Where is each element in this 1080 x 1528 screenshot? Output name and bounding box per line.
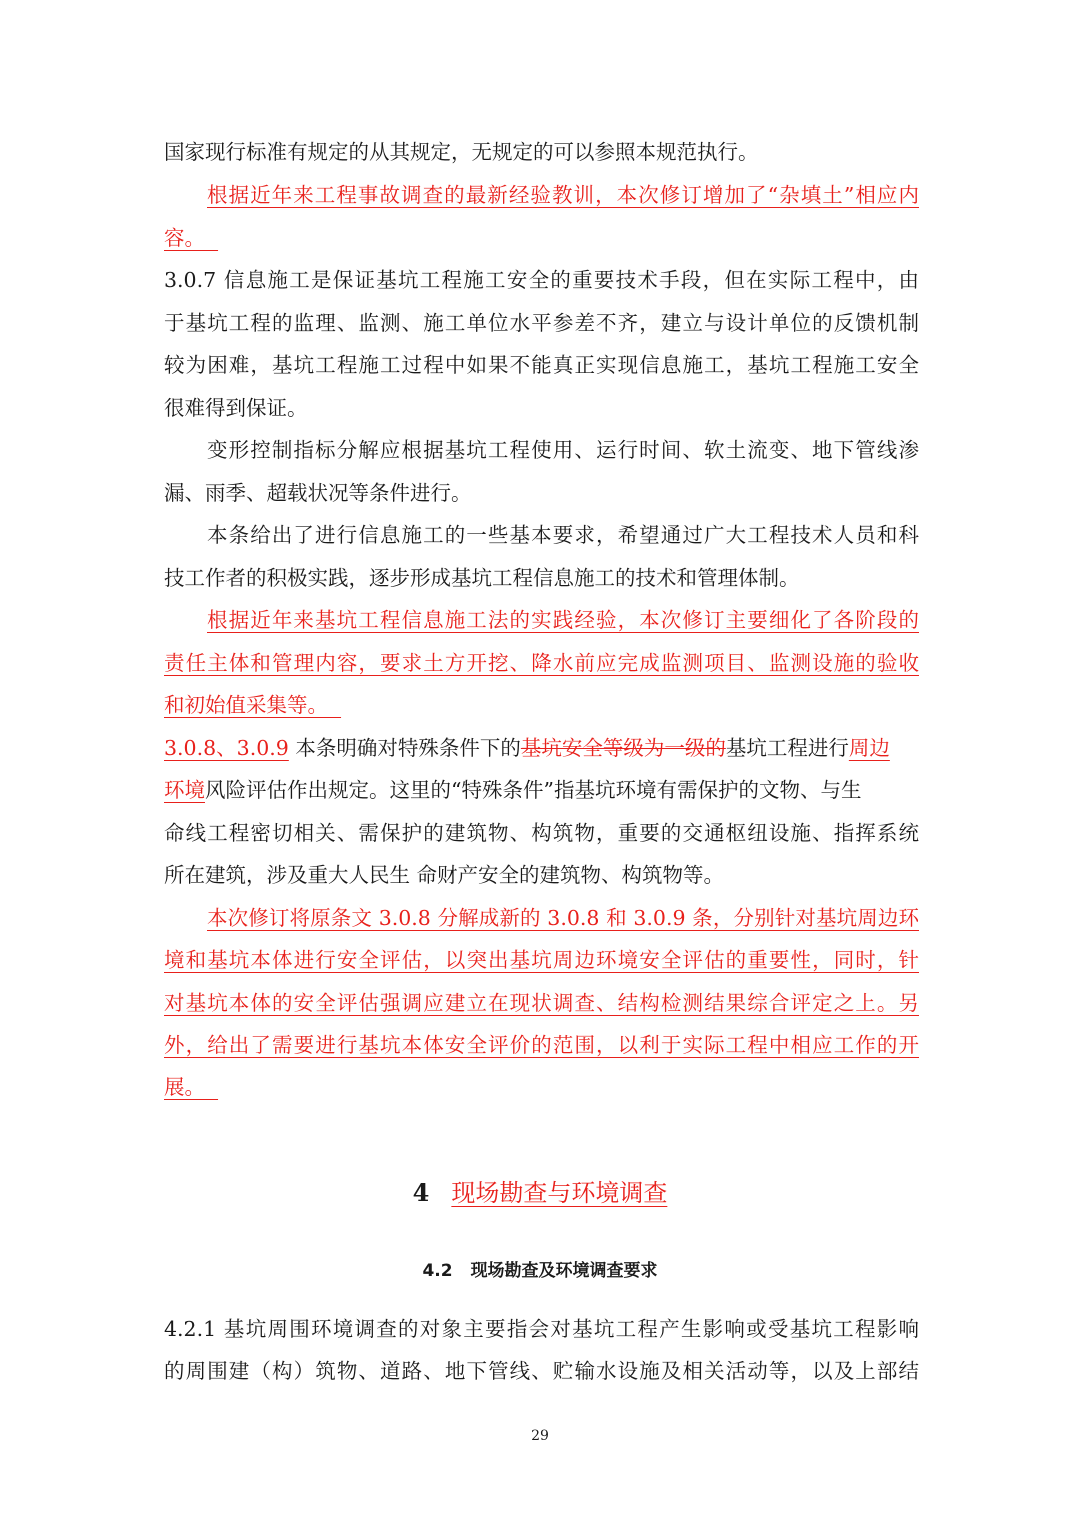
revision-note-line (164, 217, 919, 259)
deleted-text: 基坑安全等级为一级的 (520, 736, 726, 760)
revision-text: 根据近年来工程事故调查的最新经验教训，本次修订增加了“杂填土”相应内 (207, 183, 919, 207)
revision-text: 和初始值采集等。 (164, 693, 328, 717)
text-span: 漏、雨季、超载状况等条件进行。 (164, 481, 472, 505)
section-heading (0, 1256, 1080, 1286)
text-span: 3.0.7 信息施工是保证基坑工程施工安全的重要技术手段，但在实际工程中，由 (164, 268, 919, 292)
clause-3-0-8-line (164, 727, 919, 769)
inserted-text: 环境 (164, 778, 205, 802)
text-span: 风险评估作出规定。这里的“特殊条件”指基坑环境有需保护的文物、与生 (205, 778, 862, 802)
revision-text: 根据近年来基坑工程信息施工法的实践经验，本次修订主要细化了各阶段的 (207, 608, 919, 632)
paragraph-line (164, 344, 919, 386)
chapter-title: 现场勘查与环境调查 (451, 1179, 668, 1207)
text-span: 技工作者的积极实践，逐步形成基坑工程信息施工的技术和管理体制。 (164, 566, 800, 590)
page-number: 29 (531, 1428, 549, 1444)
text-span: 本条给出了进行信息施工的一些基本要求，希望通过广大工程技术人员和科 (207, 523, 919, 547)
clause-3-0-7-line (164, 259, 919, 301)
revision-underline-tail (328, 693, 341, 717)
section-title: 现场勘查及环境调查要求 (470, 1261, 658, 1281)
revision-note-line (207, 897, 919, 939)
paragraph-line (164, 769, 919, 811)
revision-text: 容。 (164, 226, 205, 250)
paragraph-line (164, 131, 919, 173)
paragraph-line (164, 557, 919, 599)
revision-underline-tail (205, 226, 218, 250)
text-span: 国家现行标准有规定的从其规定，无规定的可以参照本规范执行。 (164, 140, 759, 164)
chapter-heading (0, 1170, 1080, 1216)
text-span: 命线工程密切相关、需保护的建筑物、构筑物，重要的交通枢纽设施、指挥系统 (164, 821, 919, 845)
revision-note-line (164, 684, 919, 726)
paragraph-line (164, 812, 919, 854)
paragraph-line (164, 472, 919, 514)
text-span: 基坑工程进行 (725, 736, 849, 760)
paragraph-line (164, 1350, 919, 1392)
revision-text: 境和基坑本体进行安全评估，以突出基坑周边环境安全评估的重要性，同时，针 (164, 948, 919, 972)
text-span: 较为困难，基坑工程施工过程中如果不能真正实现信息施工，基坑工程施工安全 (164, 353, 919, 377)
paragraph-line (207, 514, 919, 556)
revision-note-line (164, 642, 919, 684)
revision-text: 对基坑本体的安全评估强调应建立在现状调查、结构检测结果综合评定之上。另 (164, 991, 919, 1015)
paragraph-line (164, 854, 919, 896)
chapter-number: 4 (412, 1178, 430, 1207)
revision-note-line (164, 1024, 919, 1066)
text-span: 4.2.1 基坑周围环境调查的对象主要指会对基坑工程产生影响或受基坑工程影响 (164, 1317, 919, 1341)
paragraph-line (207, 429, 919, 471)
paragraph-line (164, 302, 919, 344)
clause-4-2-1-line (164, 1308, 919, 1350)
text-span: 很难得到保证。 (164, 396, 308, 420)
section-number: 4.2 (422, 1261, 453, 1281)
text-span: 变形控制指标分解应根据基坑工程使用、运行时间、软土流变、地下管线渗 (207, 438, 919, 462)
text-span: 的周围建（构）筑物、道路、地下管线、贮输水设施及相关活动等，以及上部结 (164, 1359, 919, 1383)
text-span: 所在建筑，涉及重大人民生 命财产安全的建筑物、构筑物等。 (164, 863, 725, 887)
revision-note-line (164, 939, 919, 981)
revision-note-line (207, 599, 919, 641)
revision-note-line (207, 174, 919, 216)
revision-note-line (164, 1066, 919, 1108)
text-span: 本条明确对特殊条件下的 (288, 736, 521, 760)
revision-underline-tail (205, 1075, 218, 1099)
revision-note-line (164, 982, 919, 1024)
text-span: 于基坑工程的监理、监测、施工单位水平参差不齐，建立与设计单位的反馈机制 (164, 311, 919, 335)
clause-number-revised: 3.0.8、3.0.9 (164, 736, 289, 760)
paragraph-line (164, 387, 919, 429)
revision-text: 本次修订将原条文 3.0.8 分解成新的 3.0.8 和 3.0.9 条，分别针对基坑周边环 (207, 906, 919, 930)
inserted-text: 周边 (848, 736, 890, 760)
revision-text: 外，给出了需要进行基坑本体安全评价的范围，以利于实际工程中相应工作的开 (164, 1033, 919, 1057)
revision-text: 责任主体和管理内容，要求土方开挖、降水前应完成监测项目、监测设施的验收 (164, 651, 919, 675)
revision-text: 展。 (164, 1075, 205, 1099)
